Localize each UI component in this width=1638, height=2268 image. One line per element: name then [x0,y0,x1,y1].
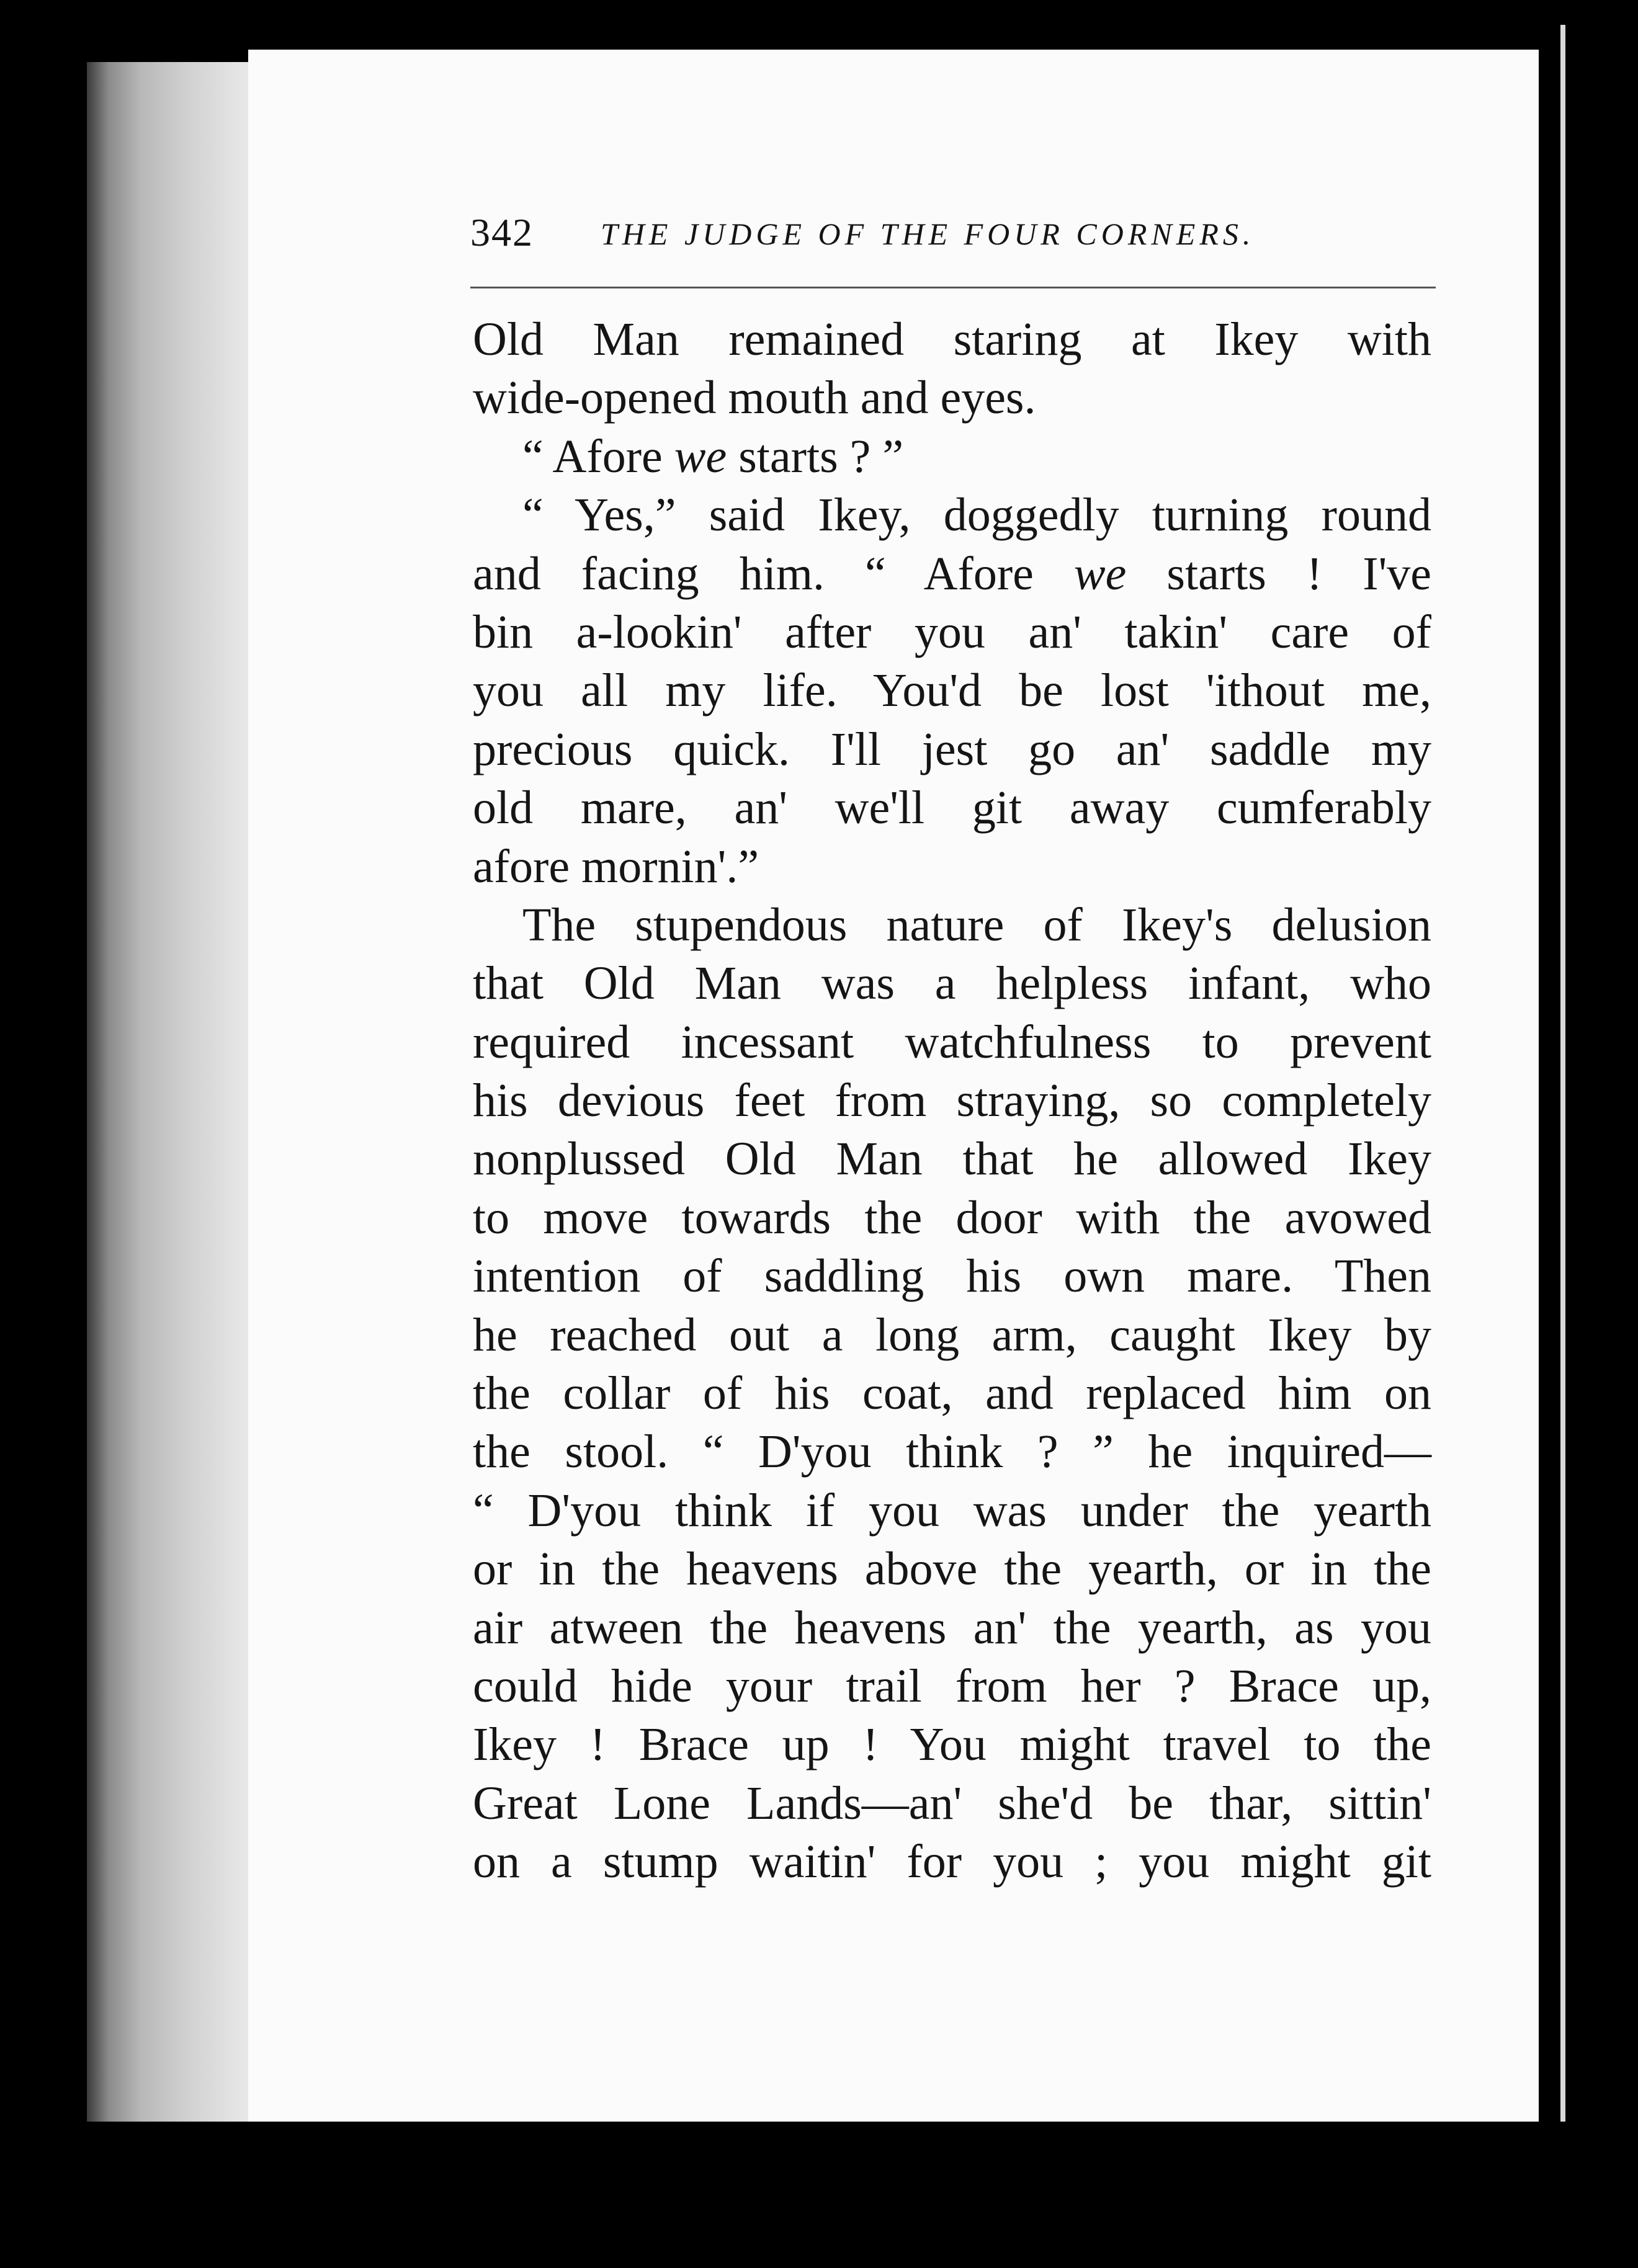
text-line: on a stump waitin' for you ; you might git [473,1836,1431,1888]
text-segment: starts ! I've [1126,547,1432,600]
text-line: or in the heavens above the yearth, or in the [473,1543,1431,1596]
text-line [473,427,1431,486]
text-line: air atween the heavens an' the yearth, as you [473,1601,1431,1654]
emphasis: we [1073,547,1127,600]
text-line: he reached out a long arm, caught Ikey by [473,1308,1431,1361]
text-line: his devious feet from straying, so completely [473,1074,1431,1127]
body-text [473,310,1431,1891]
text-line: old mare, an' we'll git away cumferably [473,782,1431,834]
header-rule [470,287,1436,288]
text-line: “ D'you think if you was under the yearth [473,1484,1431,1537]
text-line: Great Lone Lands—an' she'd be thar, sittin' [473,1777,1431,1829]
text-segment: starts ? ” [727,430,904,483]
text-segment: “ Afore [522,430,674,483]
text-line: afore mornin'.” [473,840,759,893]
text-line: the collar of his coat, and replaced him on [473,1367,1431,1420]
text-line: you all my life. You'd be lost 'ithout me, [473,664,1431,717]
text-line: precious quick. I'll jest go an' saddle my [473,723,1431,775]
text-line: intention of saddling his own mare. Then [473,1250,1431,1303]
running-title: THE JUDGE OF THE FOUR CORNERS. [601,217,1255,251]
text-segment: and facing him. “ Afore [473,547,1074,600]
running-head [470,210,1382,266]
text-line: bin a-lookin' after you an' takin' care of [473,605,1431,658]
text-line: The stupendous nature of Ikey's delusion [522,898,1431,951]
text-line: nonplussed Old Man that he allowed Ikey [473,1133,1431,1185]
text-line: Ikey ! Brace up ! You might travel to the [473,1718,1431,1771]
text-line: that Old Man was a helpless infant, who [473,957,1431,1010]
text-line: Old Man remained staring at Ikey with [473,313,1431,365]
facing-page-sliver [1560,25,1565,2122]
page-number: 342 [470,210,534,254]
text-line: to move towards the door with the avowed [473,1191,1431,1244]
text-line [473,545,1431,603]
page-edge-shadow [87,62,267,2122]
emphasis: we [674,430,727,483]
text-line: could hide your trail from her ? Brace up, [473,1659,1431,1712]
text-line: the stool. “ D'you think ? ” he inquired— [473,1426,1431,1478]
text-line: wide-opened mouth and eyes. [473,372,1036,424]
text-line: “ Yes,” said Ikey, doggedly turning round [522,489,1431,542]
text-line: required incessant watchfulness to prevent [473,1016,1431,1068]
